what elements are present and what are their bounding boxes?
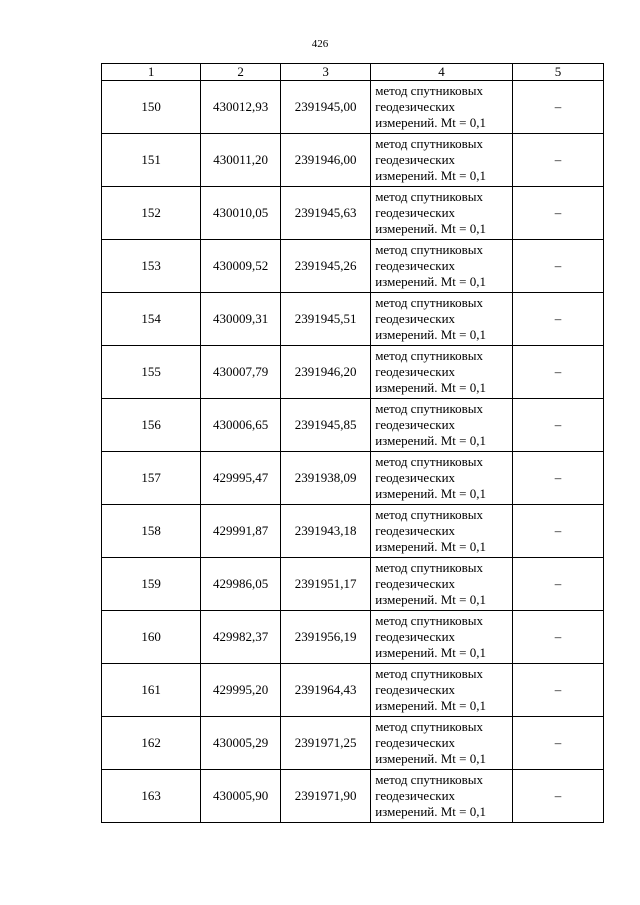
x-coordinate-cell: 429995,20 [201, 664, 281, 717]
method-cell [371, 770, 513, 823]
method-cell [371, 611, 513, 664]
table-row [102, 187, 604, 240]
table-body [102, 81, 604, 823]
x-coordinate-cell: 429982,37 [201, 611, 281, 664]
table-row [102, 452, 604, 505]
column-header-1: 1 [102, 64, 201, 81]
point-number-cell: 151 [102, 134, 201, 187]
method-cell [371, 664, 513, 717]
note-cell: – [512, 452, 603, 505]
y-coordinate-cell: 2391938,09 [281, 452, 371, 505]
method-text: метод спутниковых геодезических измерений. Mt = 0,1 [375, 83, 486, 130]
point-number-cell: 150 [102, 81, 201, 134]
x-coordinate-cell: 430011,20 [201, 134, 281, 187]
point-number-cell: 152 [102, 187, 201, 240]
point-number-cell: 161 [102, 664, 201, 717]
x-coordinate-cell: 430010,05 [201, 187, 281, 240]
page-number: 426 [311, 38, 329, 50]
y-coordinate-cell: 2391946,00 [281, 134, 371, 187]
method-cell [371, 505, 513, 558]
method-text: метод спутниковых геодезических измерений. Mt = 0,1 [375, 454, 486, 501]
table-row [102, 664, 604, 717]
x-coordinate-cell: 430007,79 [201, 346, 281, 399]
method-text: метод спутниковых геодезических измерений. Mt = 0,1 [375, 719, 486, 766]
note-cell: – [512, 346, 603, 399]
header-row [102, 64, 604, 81]
table-row [102, 399, 604, 452]
x-coordinate-cell: 429991,87 [201, 505, 281, 558]
y-coordinate-cell: 2391951,17 [281, 558, 371, 611]
table-row [102, 240, 604, 293]
method-cell [371, 81, 513, 134]
y-coordinate-cell: 2391945,85 [281, 399, 371, 452]
note-cell: – [512, 293, 603, 346]
y-coordinate-cell: 2391945,00 [281, 81, 371, 134]
note-cell: – [512, 240, 603, 293]
method-cell [371, 346, 513, 399]
note-cell: – [512, 81, 603, 134]
method-cell [371, 187, 513, 240]
method-cell [371, 240, 513, 293]
method-cell [371, 134, 513, 187]
method-text: метод спутниковых геодезических измерений. Mt = 0,1 [375, 295, 486, 342]
y-coordinate-cell: 2391971,25 [281, 717, 371, 770]
point-number-cell: 154 [102, 293, 201, 346]
point-number-cell: 153 [102, 240, 201, 293]
y-coordinate-cell: 2391945,51 [281, 293, 371, 346]
method-text: метод спутниковых геодезических измерений. Mt = 0,1 [375, 189, 486, 236]
point-number-cell: 156 [102, 399, 201, 452]
y-coordinate-cell: 2391956,19 [281, 611, 371, 664]
table-row [102, 770, 604, 823]
point-number-cell: 160 [102, 611, 201, 664]
note-cell: – [512, 187, 603, 240]
y-coordinate-cell: 2391946,20 [281, 346, 371, 399]
x-coordinate-cell: 430005,29 [201, 717, 281, 770]
point-number-cell: 157 [102, 452, 201, 505]
column-header-4: 4 [371, 64, 513, 81]
y-coordinate-cell: 2391971,90 [281, 770, 371, 823]
x-coordinate-cell: 429995,47 [201, 452, 281, 505]
point-number-cell: 159 [102, 558, 201, 611]
table-row [102, 293, 604, 346]
y-coordinate-cell: 2391945,26 [281, 240, 371, 293]
table-header [102, 64, 604, 81]
x-coordinate-cell: 430012,93 [201, 81, 281, 134]
point-number-cell: 158 [102, 505, 201, 558]
note-cell: – [512, 134, 603, 187]
method-text: метод спутниковых геодезических измерений. Mt = 0,1 [375, 136, 486, 183]
point-number-cell: 162 [102, 717, 201, 770]
method-cell [371, 558, 513, 611]
method-cell [371, 293, 513, 346]
x-coordinate-cell: 430009,31 [201, 293, 281, 346]
note-cell: – [512, 558, 603, 611]
column-header-2: 2 [201, 64, 281, 81]
column-header-3: 3 [281, 64, 371, 81]
method-cell [371, 452, 513, 505]
table-row [102, 717, 604, 770]
method-text: метод спутниковых геодезических измерений. Mt = 0,1 [375, 666, 486, 713]
point-number-cell: 163 [102, 770, 201, 823]
x-coordinate-cell: 429986,05 [201, 558, 281, 611]
table-row [102, 558, 604, 611]
x-coordinate-cell: 430006,65 [201, 399, 281, 452]
y-coordinate-cell: 2391964,43 [281, 664, 371, 717]
note-cell: – [512, 505, 603, 558]
column-header-5: 5 [512, 64, 603, 81]
point-number-cell: 155 [102, 346, 201, 399]
method-text: метод спутниковых геодезических измерений. Mt = 0,1 [375, 772, 486, 819]
table-row [102, 134, 604, 187]
method-cell [371, 717, 513, 770]
y-coordinate-cell: 2391943,18 [281, 505, 371, 558]
method-text: метод спутниковых геодезических измерений. Mt = 0,1 [375, 560, 486, 607]
method-cell [371, 399, 513, 452]
table-row [102, 611, 604, 664]
coordinates-table [101, 63, 604, 823]
method-text: метод спутниковых геодезических измерений. Mt = 0,1 [375, 613, 486, 660]
note-cell: – [512, 717, 603, 770]
method-text: метод спутниковых геодезических измерений. Mt = 0,1 [375, 401, 486, 448]
table-row [102, 346, 604, 399]
table-row [102, 505, 604, 558]
note-cell: – [512, 611, 603, 664]
table-row [102, 81, 604, 134]
x-coordinate-cell: 430005,90 [201, 770, 281, 823]
y-coordinate-cell: 2391945,63 [281, 187, 371, 240]
note-cell: – [512, 399, 603, 452]
method-text: метод спутниковых геодезических измерений. Mt = 0,1 [375, 348, 486, 395]
x-coordinate-cell: 430009,52 [201, 240, 281, 293]
note-cell: – [512, 664, 603, 717]
method-text: метод спутниковых геодезических измерений. Mt = 0,1 [375, 507, 486, 554]
note-cell: – [512, 770, 603, 823]
method-text: метод спутниковых геодезических измерений. Mt = 0,1 [375, 242, 486, 289]
